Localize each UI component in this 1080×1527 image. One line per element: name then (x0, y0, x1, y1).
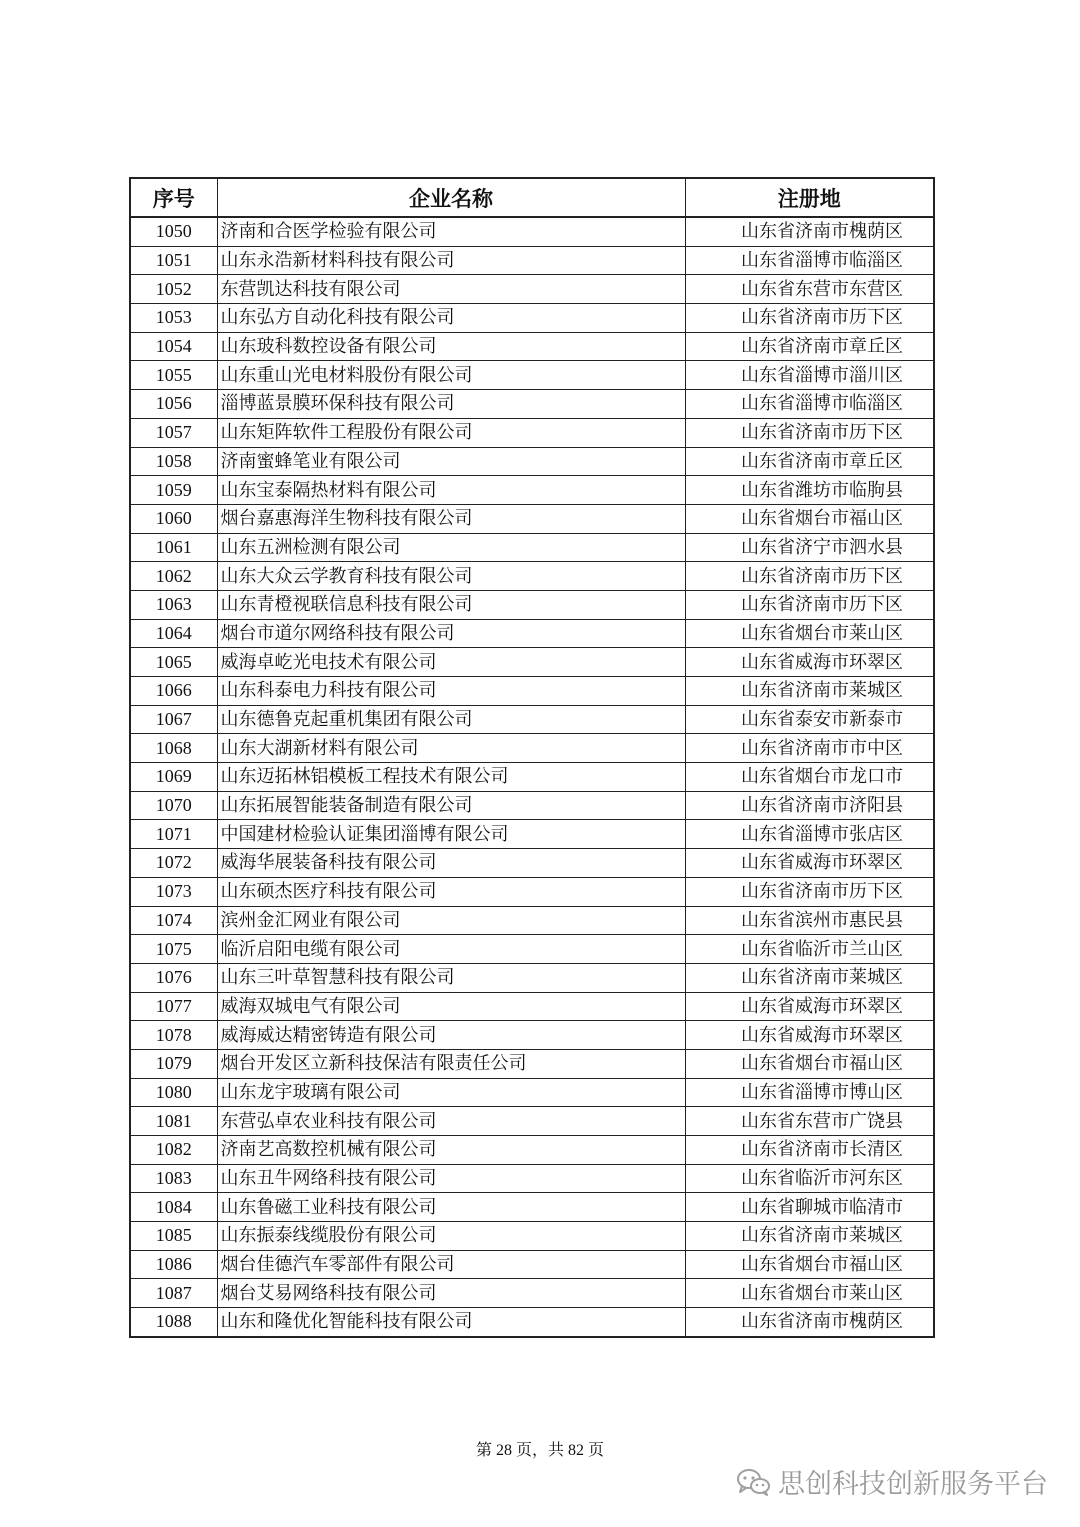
cell-registration-place: 山东省淄博市博山区 (685, 1078, 934, 1107)
header-registration-place: 注册地 (685, 178, 934, 217)
cell-company-name: 山东矩阵软件工程股份有限公司 (217, 418, 685, 447)
table-row (130, 447, 934, 476)
table-row (130, 1021, 934, 1050)
cell-registration-place: 山东省淄博市临淄区 (685, 246, 934, 275)
table-row (130, 992, 934, 1021)
table-row (130, 476, 934, 505)
cell-registration-place: 山东省烟台市福山区 (685, 1250, 934, 1279)
cell-serial-number: 1080 (130, 1078, 217, 1107)
table-row (130, 877, 934, 906)
cell-registration-place: 山东省济宁市泗水县 (685, 533, 934, 562)
cell-serial-number: 1088 (130, 1308, 217, 1337)
cell-serial-number: 1078 (130, 1021, 217, 1050)
cell-serial-number: 1053 (130, 304, 217, 333)
cell-registration-place: 山东省烟台市莱山区 (685, 1279, 934, 1308)
cell-serial-number: 1068 (130, 734, 217, 763)
cell-registration-place: 山东省临沂市河东区 (685, 1164, 934, 1193)
company-list-table (129, 177, 935, 1338)
table-header-row (130, 178, 934, 217)
cell-company-name: 威海双城电气有限公司 (217, 992, 685, 1021)
cell-company-name: 烟台嘉惠海洋生物科技有限公司 (217, 504, 685, 533)
table-row (130, 361, 934, 390)
cell-registration-place: 山东省济南市济阳县 (685, 791, 934, 820)
cell-registration-place: 山东省东营市广饶县 (685, 1107, 934, 1136)
cell-registration-place: 山东省济南市章丘区 (685, 332, 934, 361)
cell-company-name: 威海威达精密铸造有限公司 (217, 1021, 685, 1050)
cell-serial-number: 1051 (130, 246, 217, 275)
cell-company-name: 山东大众云学教育科技有限公司 (217, 562, 685, 591)
cell-company-name: 威海华展装备科技有限公司 (217, 849, 685, 878)
cell-serial-number: 1059 (130, 476, 217, 505)
table-row (130, 963, 934, 992)
cell-registration-place: 山东省淄博市淄川区 (685, 361, 934, 390)
table-row (130, 734, 934, 763)
cell-company-name: 威海卓屹光电技术有限公司 (217, 648, 685, 677)
cell-registration-place: 山东省泰安市新泰市 (685, 705, 934, 734)
cell-serial-number: 1083 (130, 1164, 217, 1193)
cell-company-name: 东营弘卓农业科技有限公司 (217, 1107, 685, 1136)
table-row (130, 791, 934, 820)
cell-company-name: 山东振泰线缆股份有限公司 (217, 1222, 685, 1251)
cell-registration-place: 山东省潍坊市临朐县 (685, 476, 934, 505)
cell-serial-number: 1069 (130, 763, 217, 792)
cell-company-name: 山东和隆优化智能科技有限公司 (217, 1308, 685, 1337)
header-serial-number: 序号 (130, 178, 217, 217)
cell-serial-number: 1077 (130, 992, 217, 1021)
cell-company-name: 淄博蓝景膜环保科技有限公司 (217, 390, 685, 419)
table-row (130, 1222, 934, 1251)
cell-serial-number: 1071 (130, 820, 217, 849)
table-row (130, 648, 934, 677)
wechat-icon (736, 1467, 772, 1497)
cell-registration-place: 山东省济南市历下区 (685, 590, 934, 619)
cell-registration-place: 山东省东营市东营区 (685, 275, 934, 304)
table-row (130, 275, 934, 304)
cell-company-name: 山东拓展智能装备制造有限公司 (217, 791, 685, 820)
cell-serial-number: 1052 (130, 275, 217, 304)
cell-registration-place: 山东省淄博市张店区 (685, 820, 934, 849)
cell-registration-place: 山东省威海市环翠区 (685, 992, 934, 1021)
cell-company-name: 烟台开发区立新科技保洁有限责任公司 (217, 1049, 685, 1078)
cell-registration-place: 山东省济南市章丘区 (685, 447, 934, 476)
cell-registration-place: 山东省济南市莱城区 (685, 677, 934, 706)
table-row (130, 1279, 934, 1308)
cell-company-name: 山东硕杰医疗科技有限公司 (217, 877, 685, 906)
table-row (130, 304, 934, 333)
cell-registration-place: 山东省济南市历下区 (685, 304, 934, 333)
cell-company-name: 山东鲁磁工业科技有限公司 (217, 1193, 685, 1222)
table-row (130, 1107, 934, 1136)
cell-registration-place: 山东省济南市长清区 (685, 1136, 934, 1165)
cell-serial-number: 1065 (130, 648, 217, 677)
cell-serial-number: 1050 (130, 217, 217, 246)
cell-serial-number: 1073 (130, 877, 217, 906)
cell-company-name: 临沂启阳电缆有限公司 (217, 935, 685, 964)
cell-registration-place: 山东省威海市环翠区 (685, 1021, 934, 1050)
cell-serial-number: 1055 (130, 361, 217, 390)
cell-registration-place: 山东省烟台市福山区 (685, 1049, 934, 1078)
table-row (130, 533, 934, 562)
cell-serial-number: 1060 (130, 504, 217, 533)
cell-serial-number: 1067 (130, 705, 217, 734)
cell-serial-number: 1086 (130, 1250, 217, 1279)
cell-serial-number: 1084 (130, 1193, 217, 1222)
cell-company-name: 滨州金汇网业有限公司 (217, 906, 685, 935)
cell-company-name: 山东青橙视联信息科技有限公司 (217, 590, 685, 619)
cell-company-name: 山东德鲁克起重机集团有限公司 (217, 705, 685, 734)
table-row (130, 590, 934, 619)
cell-registration-place: 山东省临沂市兰山区 (685, 935, 934, 964)
cell-serial-number: 1074 (130, 906, 217, 935)
table-row (130, 820, 934, 849)
cell-company-name: 山东三叶草智慧科技有限公司 (217, 963, 685, 992)
table-row (130, 1193, 934, 1222)
cell-serial-number: 1076 (130, 963, 217, 992)
cell-company-name: 烟台佳德汽车零部件有限公司 (217, 1250, 685, 1279)
cell-serial-number: 1054 (130, 332, 217, 361)
cell-registration-place: 山东省济南市槐荫区 (685, 1308, 934, 1337)
cell-registration-place: 山东省济南市槐荫区 (685, 217, 934, 246)
table-row (130, 935, 934, 964)
table-row (130, 1308, 934, 1337)
cell-serial-number: 1056 (130, 390, 217, 419)
cell-serial-number: 1062 (130, 562, 217, 591)
table-row (130, 1078, 934, 1107)
cell-registration-place: 山东省济南市市中区 (685, 734, 934, 763)
cell-registration-place: 山东省济南市历下区 (685, 418, 934, 447)
cell-registration-place: 山东省烟台市莱山区 (685, 619, 934, 648)
cell-company-name: 山东弘方自动化科技有限公司 (217, 304, 685, 333)
watermark-text: 思创科技创新服务平台 (778, 1469, 1048, 1500)
table-row (130, 1250, 934, 1279)
table-row (130, 1136, 934, 1165)
cell-serial-number: 1079 (130, 1049, 217, 1078)
cell-company-name: 烟台艾易网络科技有限公司 (217, 1279, 685, 1308)
cell-serial-number: 1061 (130, 533, 217, 562)
table-row (130, 418, 934, 447)
header-company-name: 企业名称 (217, 178, 685, 217)
cell-serial-number: 1070 (130, 791, 217, 820)
cell-registration-place: 山东省淄博市临淄区 (685, 390, 934, 419)
cell-company-name: 济南蜜蜂笔业有限公司 (217, 447, 685, 476)
table-row (130, 332, 934, 361)
cell-serial-number: 1072 (130, 849, 217, 878)
cell-registration-place: 山东省济南市莱城区 (685, 963, 934, 992)
table-row (130, 390, 934, 419)
cell-serial-number: 1081 (130, 1107, 217, 1136)
cell-serial-number: 1075 (130, 935, 217, 964)
cell-serial-number: 1085 (130, 1222, 217, 1251)
cell-registration-place: 山东省聊城市临清市 (685, 1193, 934, 1222)
cell-company-name: 山东永浩新材料科技有限公司 (217, 246, 685, 275)
cell-serial-number: 1066 (130, 677, 217, 706)
watermark (736, 1462, 1048, 1501)
cell-company-name: 烟台市道尔网络科技有限公司 (217, 619, 685, 648)
cell-registration-place: 山东省滨州市惠民县 (685, 906, 934, 935)
cell-serial-number: 1058 (130, 447, 217, 476)
cell-company-name: 济南和合医学检验有限公司 (217, 217, 685, 246)
table-body (130, 217, 934, 1337)
cell-company-name: 山东宝泰隔热材料有限公司 (217, 476, 685, 505)
cell-company-name: 山东玻科数控设备有限公司 (217, 332, 685, 361)
cell-serial-number: 1057 (130, 418, 217, 447)
cell-registration-place: 山东省济南市莱城区 (685, 1222, 934, 1251)
table-row (130, 906, 934, 935)
cell-serial-number: 1082 (130, 1136, 217, 1165)
table-row (130, 677, 934, 706)
cell-company-name: 山东龙宇玻璃有限公司 (217, 1078, 685, 1107)
cell-company-name: 山东迈拓林铝模板工程技术有限公司 (217, 763, 685, 792)
cell-company-name: 山东丑牛网络科技有限公司 (217, 1164, 685, 1193)
table-row (130, 562, 934, 591)
table-row (130, 705, 934, 734)
table-row (130, 849, 934, 878)
cell-company-name: 山东大湖新材料有限公司 (217, 734, 685, 763)
cell-registration-place: 山东省烟台市福山区 (685, 504, 934, 533)
cell-company-name: 东营凯达科技有限公司 (217, 275, 685, 304)
table-row (130, 1164, 934, 1193)
table-row (130, 1049, 934, 1078)
table-row (130, 763, 934, 792)
table-row (130, 619, 934, 648)
cell-company-name: 山东重山光电材料股份有限公司 (217, 361, 685, 390)
cell-serial-number: 1063 (130, 590, 217, 619)
page-number: 第 28 页，共 82 页 (475, 1442, 604, 1459)
table-row (130, 504, 934, 533)
cell-registration-place: 山东省济南市历下区 (685, 562, 934, 591)
cell-serial-number: 1087 (130, 1279, 217, 1308)
cell-registration-place: 山东省威海市环翠区 (685, 849, 934, 878)
table-row (130, 217, 934, 246)
cell-registration-place: 山东省烟台市龙口市 (685, 763, 934, 792)
table-row (130, 246, 934, 275)
cell-registration-place: 山东省威海市环翠区 (685, 648, 934, 677)
cell-company-name: 山东五洲检测有限公司 (217, 533, 685, 562)
cell-company-name: 山东科泰电力科技有限公司 (217, 677, 685, 706)
cell-registration-place: 山东省济南市历下区 (685, 877, 934, 906)
cell-company-name: 济南艺高数控机械有限公司 (217, 1136, 685, 1165)
cell-serial-number: 1064 (130, 619, 217, 648)
cell-company-name: 中国建材检验认证集团淄博有限公司 (217, 820, 685, 849)
